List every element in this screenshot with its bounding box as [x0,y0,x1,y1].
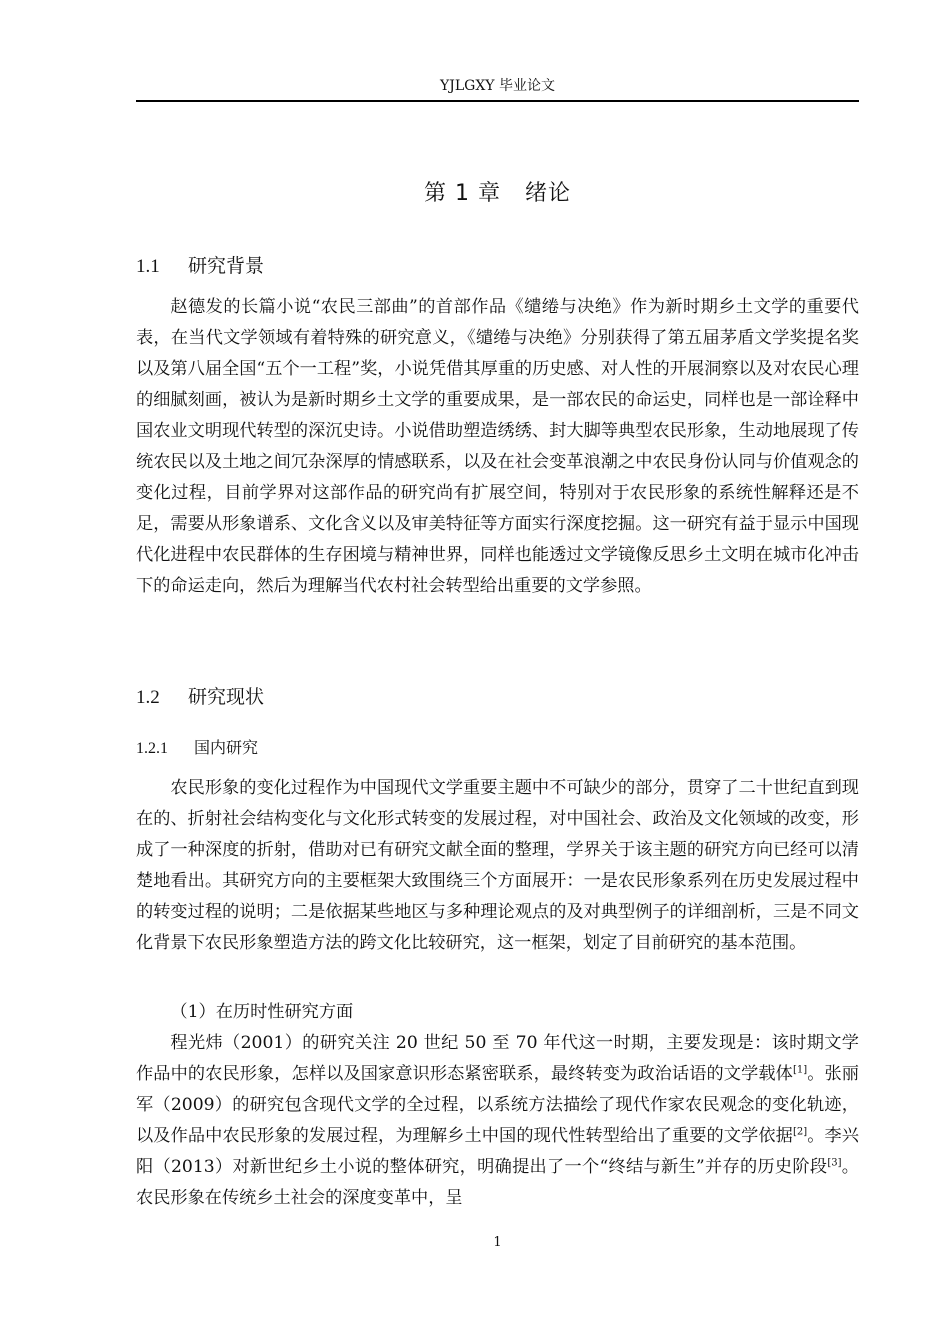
section-number: 1.1 [136,256,160,277]
paragraph-text: 。李兴阳（2013）对新世纪乡土小说的整体研究，明确提出了一个“终结与新生”并存的历史阶段 [136,1126,859,1177]
background-paragraph: 赵德发的长篇小说“农民三部曲”的首部作品《缱绻与决绝》作为新时期乡土文学的重要代表，在当代文学领域有着特殊的研究意义，《缱绻与决绝》分别获得了第五届茅盾文学奖提名奖以及第八届全国“五个一工程”奖，小说凭借其厚重的历史感、对人性的开展洞察以及对农民心理的细腻刻画，被认为是新时期乡土文学的重要成果，是一部农民的命运史，同样也是一部诠释中国农业文明现代转型的深沉史诗。小说借助塑造绣绣、封大脚等典型农民形象，生动地展现了传统农民以及土地之间冗杂深厚的情感联系，以及在社会变革浪潮之中农民身份认同与价值观念的变化过程，目前学界对这部作品的研究尚有扩展空间，特别对于农民形象的系统性解释还是不足，需要从形象谱系、文化含义以及审美特征等方面实行深度挖掘。这一研究有益于显示中国现代化进程中农民群体的生存困境与精神世界，同样也能透过文学镜像反思乡土文明在城市化冲击下的命运走向，然后为理解当代农村社会转型给出重要的文学参照。 [136,297,859,596]
chapter-number: 第 1 章 [424,181,501,206]
subsection-number: 1.2.1 [136,740,168,757]
diachronic-research-paragraph [136,1028,859,1214]
subsection-heading-1-2-1 [136,736,258,761]
header-rule [136,100,859,102]
running-header: YJLGXY 毕业论文 [440,78,555,94]
subsection-title: 国内研究 [194,738,259,757]
section-heading-1-1 [136,252,264,281]
section-title: 研究现状 [188,686,265,708]
section-title: 研究背景 [188,255,265,277]
section-number: 1.2 [136,687,160,708]
page-number: 1 [493,1235,502,1250]
citation-ref-1: [1] [792,1064,808,1076]
citation-ref-3: [3] [827,1157,842,1169]
citation-ref-2: [2] [792,1126,808,1138]
chapter-name: 绪论 [524,181,571,206]
paragraph-text: 程光炜（2001）的研究关注 20 世纪 50 至 70 年代这一时期，主要发现是：该时期文学作品中的农民形象，怎样以及国家意识形态紧密联系，最终转变为政治话语的文学载体 [136,1033,859,1084]
chapter-title [136,178,859,210]
domestic-research-paragraph: 农民形象的变化过程作为中国现代文学重要主题中不可缺少的部分，贯穿了二十世纪直到现在的、折射社会结构变化与文化形式转变的发展过程，对中国社会、政治及文化领域的改变，形成了一种深度的折射，借助对已有研究文献全面的整理，学界关于该主题的研究方向已经可以清楚地看出。其研究方向的主要框架大致围绕三个方面展开：一是农民形象系列在历史发展过程中的转变过程的说明；二是依据某些地区与多种理论观点的及对典型例子的详细剖析，三是不同文化背景下农民形象塑造方法的跨文化比较研究，这一框架，划定了目前研究的基本范围。 [136,778,859,953]
paragraph-text: 。农民形象在传统乡土社会的深度变革中，呈 [136,1157,859,1208]
paragraph-text: 。张丽军（2009）的研究包含现代文学的全过程，以系统方法描绘了现代作家农民观念的变化轨迹，以及作品中农民形象的发展过程，为理解乡土中国的现代性转型给出了重要的文学依据 [136,1064,859,1146]
section-heading-1-2 [136,683,264,712]
list-item-diachronic: （1）在历时性研究方面 [170,1002,354,1022]
